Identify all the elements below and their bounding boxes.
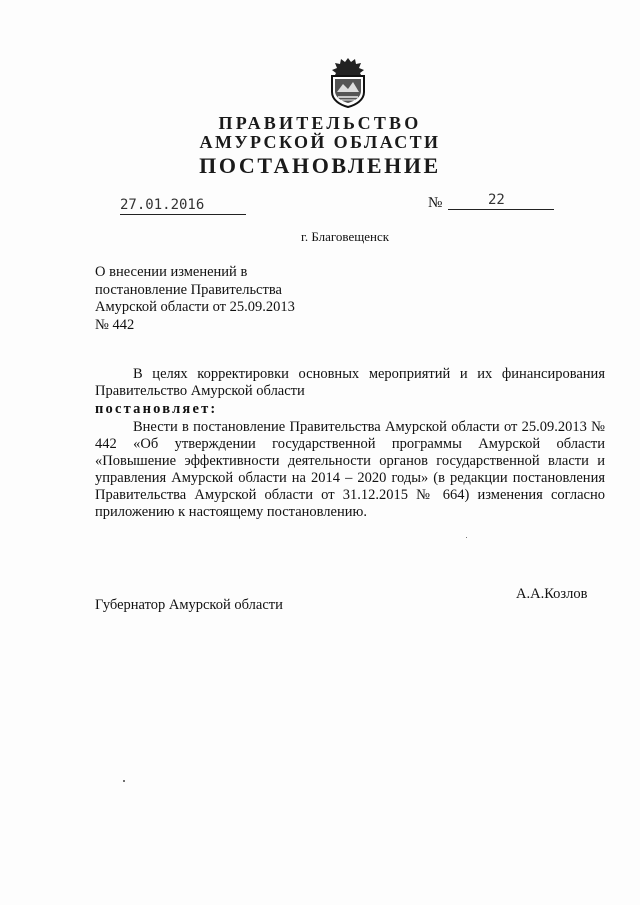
- subject-line: О внесении изменений в: [95, 264, 248, 280]
- government-title: ПРАВИТЕЛЬСТВО: [218, 113, 422, 133]
- main-paragraph: [95, 419, 605, 521]
- number-sign: №: [428, 195, 443, 211]
- subject-block: [95, 264, 355, 334]
- subject-line: постановление Правительства: [95, 281, 282, 298]
- date-field: [120, 194, 246, 215]
- region-title: АМУРСКОЙ ОБЛАСТИ: [199, 132, 441, 152]
- signer-name: А.А.Козлов: [516, 586, 588, 602]
- number-value: 22: [488, 192, 505, 208]
- main-text: Внести в постановление Правительства Амурской области от 25.09.2013 № 442 «Об утверждении государственной программы Амурской области «Повышение эффективности деятельности органов государственной власти и управления Амурской области на 2014 – 2020 годы» (в редакции постановления Правительства Амурской области от 31.12.2015 № 664) изменения согласно приложению к настоящему постановлению.: [95, 419, 605, 520]
- coat-of-arms-icon: [326, 56, 370, 108]
- preamble-line: В целях корректировки основных мероприятий и их финансирования: [133, 366, 605, 382]
- preamble-line: Правительство Амурской области: [95, 383, 305, 399]
- number-field: [448, 191, 554, 210]
- preamble: [95, 366, 605, 400]
- date-value: 27.01.2016: [120, 197, 205, 213]
- resolves-word: постановляет:: [95, 401, 218, 417]
- signer-title: Губернатор Амурской области: [95, 597, 283, 613]
- scan-speck: [123, 780, 125, 782]
- subject-line: № 442: [95, 316, 135, 333]
- document-type-title: ПОСТАНОВЛЕНИЕ: [199, 153, 441, 178]
- scan-speck: [466, 537, 467, 538]
- subject-line: Амурской области от 25.09.2013: [95, 299, 295, 315]
- city-label: г. Благовещенск: [300, 229, 390, 244]
